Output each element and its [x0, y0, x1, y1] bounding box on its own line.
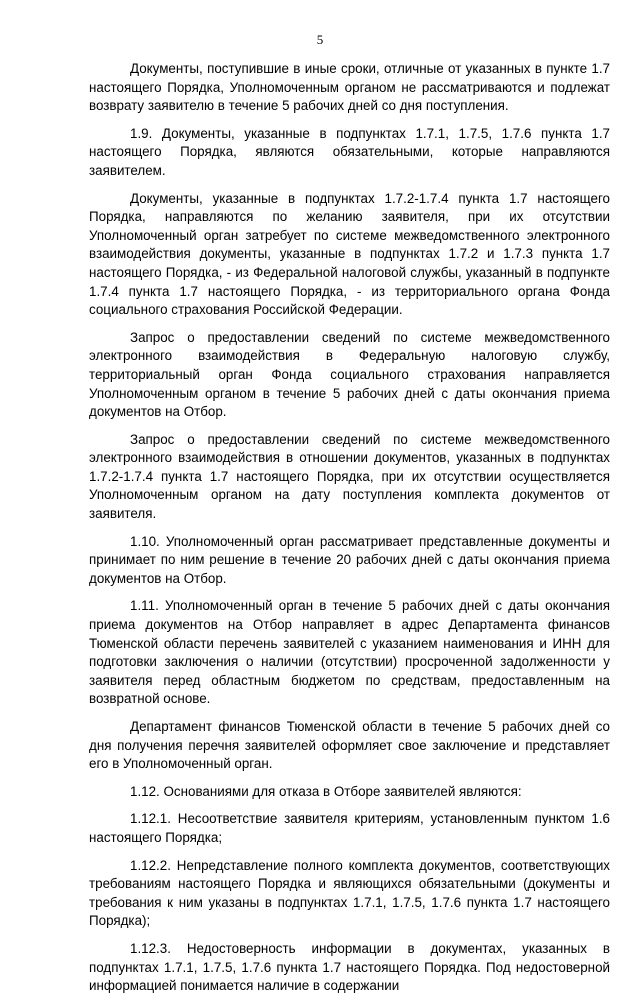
paragraph-1-10: 1.10. Уполномоченный орган рассматривает представленные документы и принимает по ним решение в течение 20 рабочих дней с даты окончания приема документов на Отбор.: [89, 533, 610, 586]
page-number: 5: [316, 32, 324, 47]
paragraph-1-12: 1.12. Основаниями для отказа в Отборе заявителей являются:: [130, 783, 522, 799]
paragraph-optional-documents: Документы, указанные в подпунктах 1.7.2-1.7.4 пункта 1.7 настоящего Порядка, направляются по желанию заявителя, при их отсутствии Уполномоченный орган затребует по системе межведомственного электронного взаимодействия документы, указанные в подпунктах 1.7.2 и 1.7.3 пункта 1.7 настоящего Порядка, - из Федеральной налоговой службы, указанный в подпункте 1.7.4 пункта 1.7 настоящего Порядка, - из территориального органа Фонда социального страхования Российской Федерации.: [89, 190, 610, 318]
paragraph-1-12-1: 1.12.1. Несоответствие заявителя критериям, установленным пунктом 1.6 настоящего Порядка;: [89, 811, 610, 845]
paragraph-1-11: 1.11. Уполномоченный орган в течение 5 рабочих дней с даты окончания приема документов на Отбор направляет в адрес Департамента финансов Тюменской области перечень заявителей с указанием наименования и ИНН для подготовки заключения о наличии (отсутствии) просроченной задолженности у заявителя перед областным бюджетом по средствам, предоставленным на возвратной основе.: [89, 598, 610, 707]
paragraph-documents-other-terms: Документы, поступившие в иные сроки, отличные от указанных в пункте 1.7 настоящего Порядка, Уполномоченным органом не рассматриваются и подлежат возврату заявителю в течение 5 рабочих дней со дня поступления.: [89, 61, 610, 114]
paragraph-1-12-3: 1.12.3. Недостоверность информации в документах, указанных в подпунктах 1.7.1, 1.7.5, 1.7.6 пункта 1.7 настоящего Порядка. Под недостоверной информацией понимается наличие в содержании: [89, 940, 610, 994]
document-body: [89, 60, 610, 1005]
paragraph-finance-department: Департамент финансов Тюменской области в течение 5 рабочих дней со дня получения перечня заявителей оформляет свое заключение и представляет его в Уполномоченный орган.: [89, 719, 610, 772]
paragraph-1-9: 1.9. Документы, указанные в подпунктах 1.7.1, 1.7.5, 1.7.6 пункта 1.7 настоящего Порядка, являются обязательными, которые направляются заявителем.: [89, 125, 610, 178]
paragraph-request-absence: Запрос о предоставлении сведений по системе межведомственного электронного взаимодействия в отношении документов, указанных в подпунктах 1.7.2-1.7.4 пункта 1.7 настоящего Порядка, при их отсутствии осуществляется Уполномоченным органом на дату поступления комплекта документов от заявителя.: [89, 431, 610, 522]
paragraph-interagency-request: Запрос о предоставлении сведений по системе межведомственного электронного взаимодействия в Федеральную налоговую службу, территориальный орган Фонда социального страхования направляется Уполномоченным органом в течение 5 рабочих дней с даты окончания приема документов на Отбор.: [89, 329, 610, 420]
paragraph-1-12-2: 1.12.2. Непредставление полного комплекта документов, соответствующих требованиям настоящего Порядка и являющихся обязательными (документы и требования к ним указаны в подпунктах 1.7.1, 1.7.5, 1.7.6 пункта 1.7 настоящего Порядка);: [89, 857, 610, 929]
